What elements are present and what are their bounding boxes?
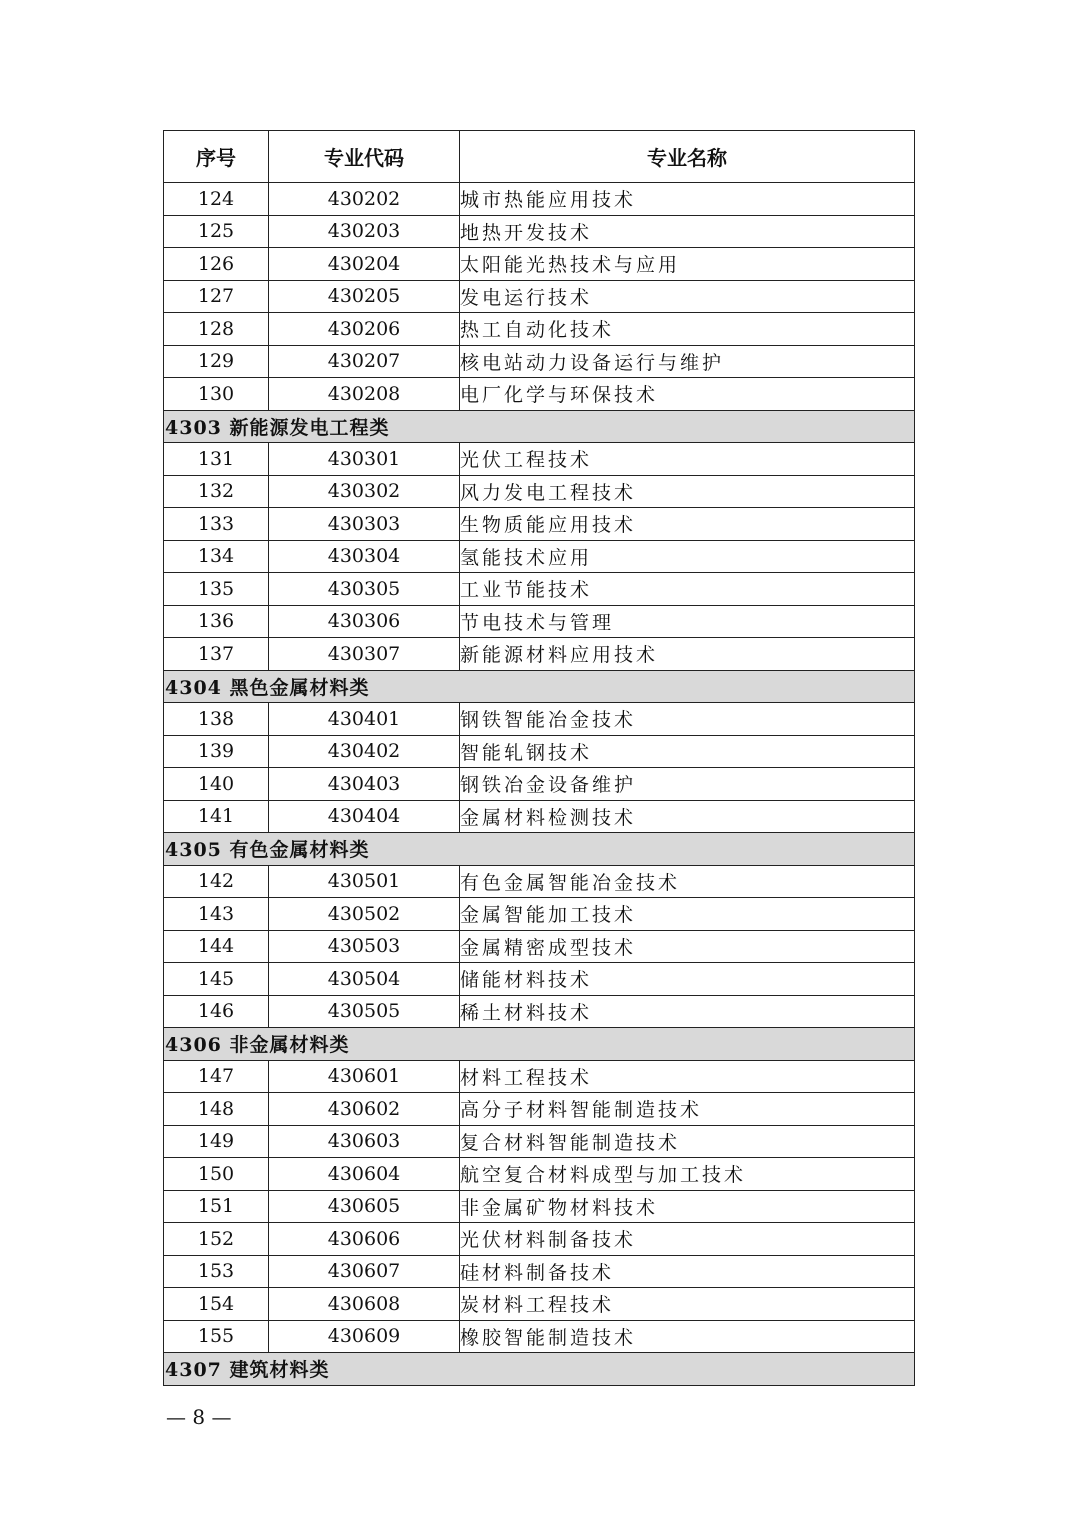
- code-cell: 430502: [269, 898, 460, 931]
- table-row: [164, 800, 915, 833]
- name-cell: 炭材料工程技术: [460, 1288, 915, 1321]
- name-cell: 风力发电工程技术: [460, 475, 915, 508]
- code-cell: 430403: [269, 768, 460, 801]
- seq-cell: 133: [164, 508, 269, 541]
- seq-cell: 126: [164, 248, 269, 281]
- code-cell: 430604: [269, 1158, 460, 1191]
- table-row: [164, 1320, 915, 1353]
- name-cell: 橡胶智能制造技术: [460, 1320, 915, 1353]
- name-cell: 地热开发技术: [460, 215, 915, 248]
- seq-cell: 139: [164, 735, 269, 768]
- majors-table: [163, 130, 915, 1386]
- code-cell: 430602: [269, 1093, 460, 1126]
- category-label: 4306 非金属材料类: [164, 1028, 915, 1061]
- table-body: [164, 183, 915, 1386]
- table-row: [164, 1158, 915, 1191]
- name-cell: 节电技术与管理: [460, 605, 915, 638]
- code-cell: 430304: [269, 540, 460, 573]
- category-row: [164, 670, 915, 703]
- code-cell: 430301: [269, 443, 460, 476]
- table-row: [164, 540, 915, 573]
- code-cell: 430603: [269, 1125, 460, 1158]
- table-row: [164, 1093, 915, 1126]
- category-label: 4307 建筑材料类: [164, 1353, 915, 1386]
- seq-cell: 153: [164, 1255, 269, 1288]
- category-row: [164, 1028, 915, 1061]
- name-cell: 发电运行技术: [460, 280, 915, 313]
- code-cell: 430504: [269, 963, 460, 996]
- category-label: 4304 黑色金属材料类: [164, 670, 915, 703]
- table-row: [164, 1255, 915, 1288]
- name-cell: 光伏工程技术: [460, 443, 915, 476]
- code-cell: 430606: [269, 1223, 460, 1256]
- seq-cell: 136: [164, 605, 269, 638]
- name-cell: 有色金属智能冶金技术: [460, 865, 915, 898]
- name-cell: 钢铁冶金设备维护: [460, 768, 915, 801]
- table-row: [164, 313, 915, 346]
- code-cell: 430601: [269, 1060, 460, 1093]
- seq-cell: 146: [164, 995, 269, 1028]
- seq-cell: 131: [164, 443, 269, 476]
- code-cell: 430302: [269, 475, 460, 508]
- seq-cell: 134: [164, 540, 269, 573]
- seq-cell: 144: [164, 930, 269, 963]
- table-row: [164, 345, 915, 378]
- table-row: [164, 573, 915, 606]
- table-row: [164, 215, 915, 248]
- name-cell: 太阳能光热技术与应用: [460, 248, 915, 281]
- table-row: [164, 930, 915, 963]
- code-cell: 430404: [269, 800, 460, 833]
- name-cell: 高分子材料智能制造技术: [460, 1093, 915, 1126]
- table-row: [164, 248, 915, 281]
- header-seq: 序号: [164, 131, 269, 183]
- seq-cell: 148: [164, 1093, 269, 1126]
- seq-cell: 152: [164, 1223, 269, 1256]
- code-cell: 430501: [269, 865, 460, 898]
- name-cell: 金属材料检测技术: [460, 800, 915, 833]
- table-row: [164, 865, 915, 898]
- name-cell: 核电站动力设备运行与维护: [460, 345, 915, 378]
- code-cell: 430402: [269, 735, 460, 768]
- name-cell: 复合材料智能制造技术: [460, 1125, 915, 1158]
- name-cell: 钢铁智能冶金技术: [460, 703, 915, 736]
- seq-cell: 140: [164, 768, 269, 801]
- category-label: 4305 有色金属材料类: [164, 833, 915, 866]
- code-cell: 430305: [269, 573, 460, 606]
- name-cell: 城市热能应用技术: [460, 183, 915, 216]
- seq-cell: 130: [164, 378, 269, 411]
- seq-cell: 125: [164, 215, 269, 248]
- table-row: [164, 1288, 915, 1321]
- seq-cell: 142: [164, 865, 269, 898]
- category-label: 4303 新能源发电工程类: [164, 410, 915, 443]
- code-cell: 430306: [269, 605, 460, 638]
- name-cell: 储能材料技术: [460, 963, 915, 996]
- seq-cell: 127: [164, 280, 269, 313]
- table-row: [164, 995, 915, 1028]
- name-cell: 热工自动化技术: [460, 313, 915, 346]
- header-code: 专业代码: [269, 131, 460, 183]
- table-row: [164, 183, 915, 216]
- seq-cell: 145: [164, 963, 269, 996]
- table-row: [164, 1125, 915, 1158]
- table-row: [164, 703, 915, 736]
- seq-cell: 138: [164, 703, 269, 736]
- code-cell: 430204: [269, 248, 460, 281]
- name-cell: 工业节能技术: [460, 573, 915, 606]
- category-row: [164, 833, 915, 866]
- name-cell: 光伏材料制备技术: [460, 1223, 915, 1256]
- table-row: [164, 1223, 915, 1256]
- table-row: [164, 735, 915, 768]
- name-cell: 氢能技术应用: [460, 540, 915, 573]
- code-cell: 430307: [269, 638, 460, 671]
- table-row: [164, 1190, 915, 1223]
- header-name: 专业名称: [460, 131, 915, 183]
- table-row: [164, 475, 915, 508]
- name-cell: 金属精密成型技术: [460, 930, 915, 963]
- table-row: [164, 443, 915, 476]
- seq-cell: 132: [164, 475, 269, 508]
- code-cell: 430205: [269, 280, 460, 313]
- code-cell: 430207: [269, 345, 460, 378]
- seq-cell: 155: [164, 1320, 269, 1353]
- name-cell: 稀土材料技术: [460, 995, 915, 1028]
- seq-cell: 154: [164, 1288, 269, 1321]
- code-cell: 430202: [269, 183, 460, 216]
- page-number: — 8 —: [166, 1405, 232, 1429]
- name-cell: 硅材料制备技术: [460, 1255, 915, 1288]
- table-row: [164, 1060, 915, 1093]
- code-cell: 430208: [269, 378, 460, 411]
- seq-cell: 150: [164, 1158, 269, 1191]
- category-row: [164, 410, 915, 443]
- table-row: [164, 638, 915, 671]
- table-row: [164, 768, 915, 801]
- code-cell: 430203: [269, 215, 460, 248]
- table-header-row: [164, 131, 915, 183]
- seq-cell: 141: [164, 800, 269, 833]
- code-cell: 430609: [269, 1320, 460, 1353]
- seq-cell: 124: [164, 183, 269, 216]
- code-cell: 430303: [269, 508, 460, 541]
- table-row: [164, 280, 915, 313]
- name-cell: 电厂化学与环保技术: [460, 378, 915, 411]
- table-row: [164, 898, 915, 931]
- seq-cell: 149: [164, 1125, 269, 1158]
- code-cell: 430607: [269, 1255, 460, 1288]
- seq-cell: 151: [164, 1190, 269, 1223]
- name-cell: 新能源材料应用技术: [460, 638, 915, 671]
- seq-cell: 147: [164, 1060, 269, 1093]
- code-cell: 430503: [269, 930, 460, 963]
- code-cell: 430206: [269, 313, 460, 346]
- name-cell: 金属智能加工技术: [460, 898, 915, 931]
- code-cell: 430505: [269, 995, 460, 1028]
- category-row: [164, 1353, 915, 1386]
- name-cell: 材料工程技术: [460, 1060, 915, 1093]
- code-cell: 430605: [269, 1190, 460, 1223]
- seq-cell: 129: [164, 345, 269, 378]
- table-row: [164, 378, 915, 411]
- code-cell: 430401: [269, 703, 460, 736]
- code-cell: 430608: [269, 1288, 460, 1321]
- seq-cell: 137: [164, 638, 269, 671]
- table-row: [164, 508, 915, 541]
- seq-cell: 135: [164, 573, 269, 606]
- table-row: [164, 963, 915, 996]
- name-cell: 生物质能应用技术: [460, 508, 915, 541]
- name-cell: 航空复合材料成型与加工技术: [460, 1158, 915, 1191]
- name-cell: 智能轧钢技术: [460, 735, 915, 768]
- name-cell: 非金属矿物材料技术: [460, 1190, 915, 1223]
- table-row: [164, 605, 915, 638]
- seq-cell: 128: [164, 313, 269, 346]
- seq-cell: 143: [164, 898, 269, 931]
